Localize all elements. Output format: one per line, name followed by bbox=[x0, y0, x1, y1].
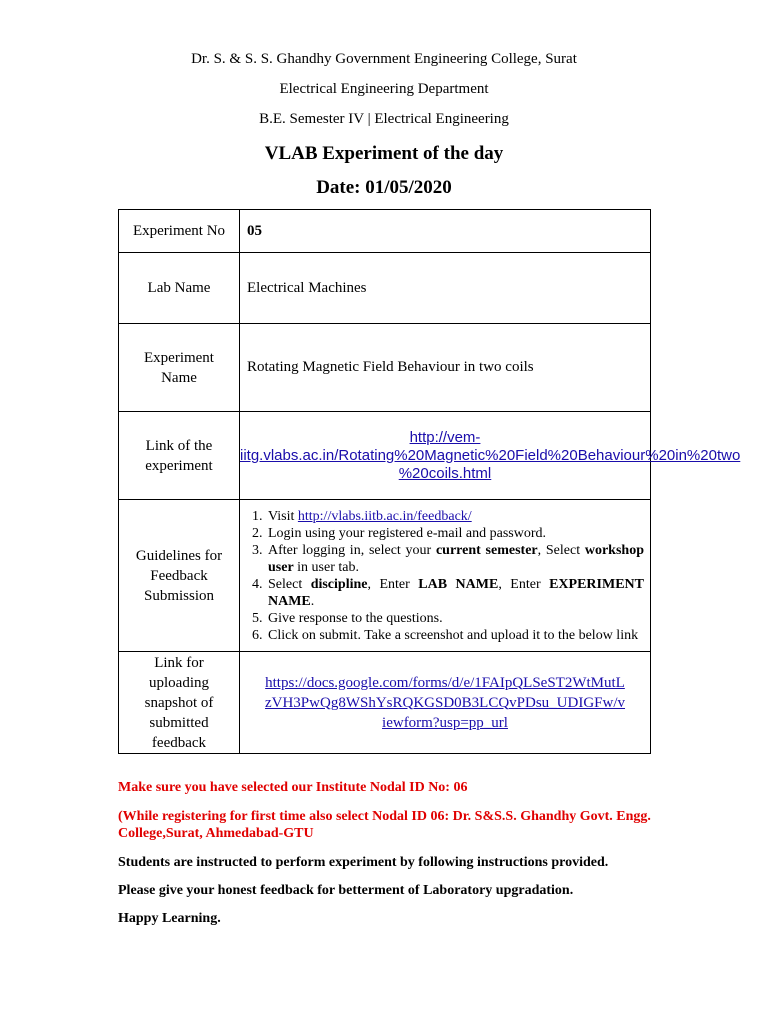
step-emphasis: LAB NAME bbox=[418, 576, 499, 592]
step-emphasis: workshop user bbox=[268, 542, 644, 575]
list-item bbox=[266, 508, 644, 525]
step-text: Visit bbox=[268, 508, 298, 524]
step-text: , Enter bbox=[367, 576, 419, 592]
table-row-experiment-no bbox=[119, 210, 651, 253]
department-name: Electrical Engineering Department bbox=[279, 81, 489, 97]
experiment-link-label bbox=[119, 412, 240, 500]
label-line: Link for bbox=[154, 654, 204, 671]
experiment-link[interactable] bbox=[240, 412, 741, 500]
link-line[interactable]: %20coils.html bbox=[398, 464, 492, 482]
step-text: in user tab. bbox=[293, 559, 359, 575]
list-item bbox=[266, 610, 644, 627]
upload-form-link[interactable] bbox=[240, 652, 651, 754]
guidelines-label bbox=[119, 500, 240, 652]
notice-line: (While registering for first time also select Nodal ID 06: Dr. S&S.S. Ghandhy Govt. Engg. bbox=[118, 809, 651, 824]
label-line: Experiment bbox=[144, 349, 214, 366]
instructions-note: Students are instructed to perform experiment by following instructions provided. bbox=[118, 855, 609, 870]
list-item bbox=[266, 542, 644, 576]
label-line: Guidelines for bbox=[135, 547, 223, 564]
step-text: . bbox=[310, 593, 315, 609]
table-row-lab-name bbox=[119, 253, 651, 324]
list-item bbox=[266, 576, 644, 610]
list-item bbox=[266, 627, 644, 644]
link-line[interactable]: https://docs.google.com/forms/d/e/1FAIpQLSeST2WtMutL bbox=[265, 674, 625, 691]
table-row-upload-link bbox=[119, 652, 651, 754]
list-item bbox=[266, 525, 644, 542]
label-line: Name bbox=[161, 369, 197, 386]
step-text: Select bbox=[268, 576, 311, 592]
label-line: snapshot of bbox=[144, 694, 214, 711]
link-line[interactable]: iewform?usp=pp_url bbox=[382, 714, 508, 731]
college-name: Dr. S. & S. S. Ghandhy Government Engineering College, Surat bbox=[191, 51, 577, 67]
label-line: feedback bbox=[151, 734, 207, 751]
experiment-table bbox=[118, 209, 741, 754]
step-emphasis: discipline bbox=[310, 576, 368, 592]
nodal-id-notice: Make sure you have selected our Institute Nodal ID No: 06 bbox=[118, 780, 468, 795]
experiment-no-label: Experiment No bbox=[119, 210, 240, 253]
document-title: VLAB Experiment of the day bbox=[264, 143, 504, 164]
feedback-note: Please give your honest feedback for betterment of Laboratory upgradation. bbox=[118, 883, 574, 898]
experiment-no-value: 05 bbox=[240, 210, 651, 253]
label-line: uploading bbox=[149, 674, 209, 691]
document-date: Date: 01/05/2020 bbox=[316, 177, 452, 198]
label-line: submitted bbox=[149, 714, 209, 731]
registration-notice bbox=[118, 808, 658, 842]
table-row-experiment-name bbox=[119, 324, 651, 412]
step-text: , Select bbox=[537, 542, 585, 558]
table-row-experiment-link bbox=[119, 412, 651, 500]
label-line: Submission bbox=[143, 587, 215, 604]
label-line: Link of the bbox=[145, 437, 213, 454]
closing-note: Happy Learning. bbox=[118, 911, 221, 926]
step-emphasis: EXPERIMENT NAME bbox=[268, 576, 644, 609]
label-line: experiment bbox=[145, 457, 213, 474]
guidelines-list bbox=[240, 508, 650, 644]
link-line[interactable]: zVH3PwQg8WShYsRQKGSD0B3LCQvPDsu_UDIGFw/v bbox=[264, 694, 626, 711]
guidelines-list-cell bbox=[240, 500, 651, 652]
lab-name-label: Lab Name bbox=[119, 253, 240, 324]
step-emphasis: current semester bbox=[435, 542, 538, 558]
label-line: Feedback bbox=[150, 567, 208, 584]
step-text: , Enter bbox=[498, 576, 550, 592]
lab-name-value: Electrical Machines bbox=[240, 253, 651, 324]
experiment-name-value: Rotating Magnetic Field Behaviour in two coils bbox=[240, 324, 651, 412]
step-text: Click on submit. Take a screenshot and upload it to the below link bbox=[268, 627, 639, 643]
step-text: Login using your registered e-mail and password. bbox=[268, 525, 546, 541]
table-row-guidelines bbox=[119, 500, 651, 652]
feedback-link[interactable]: http://vlabs.iitb.ac.in/feedback/ bbox=[297, 508, 472, 524]
semester-line: B.E. Semester IV | Electrical Engineering bbox=[259, 111, 509, 127]
notice-line: College,Surat, Ahmedabad-GTU bbox=[118, 826, 314, 841]
step-text: Give response to the questions. bbox=[268, 610, 443, 626]
step-text: After logging in, select your bbox=[268, 542, 436, 558]
experiment-name-label bbox=[119, 324, 240, 412]
link-line[interactable]: iitg.vlabs.ac.in/Rotating%20Magnetic%20Field%20Behaviour%20in%20two bbox=[240, 446, 741, 464]
upload-link-label bbox=[119, 652, 240, 754]
link-line[interactable]: http://vem- bbox=[409, 428, 481, 446]
